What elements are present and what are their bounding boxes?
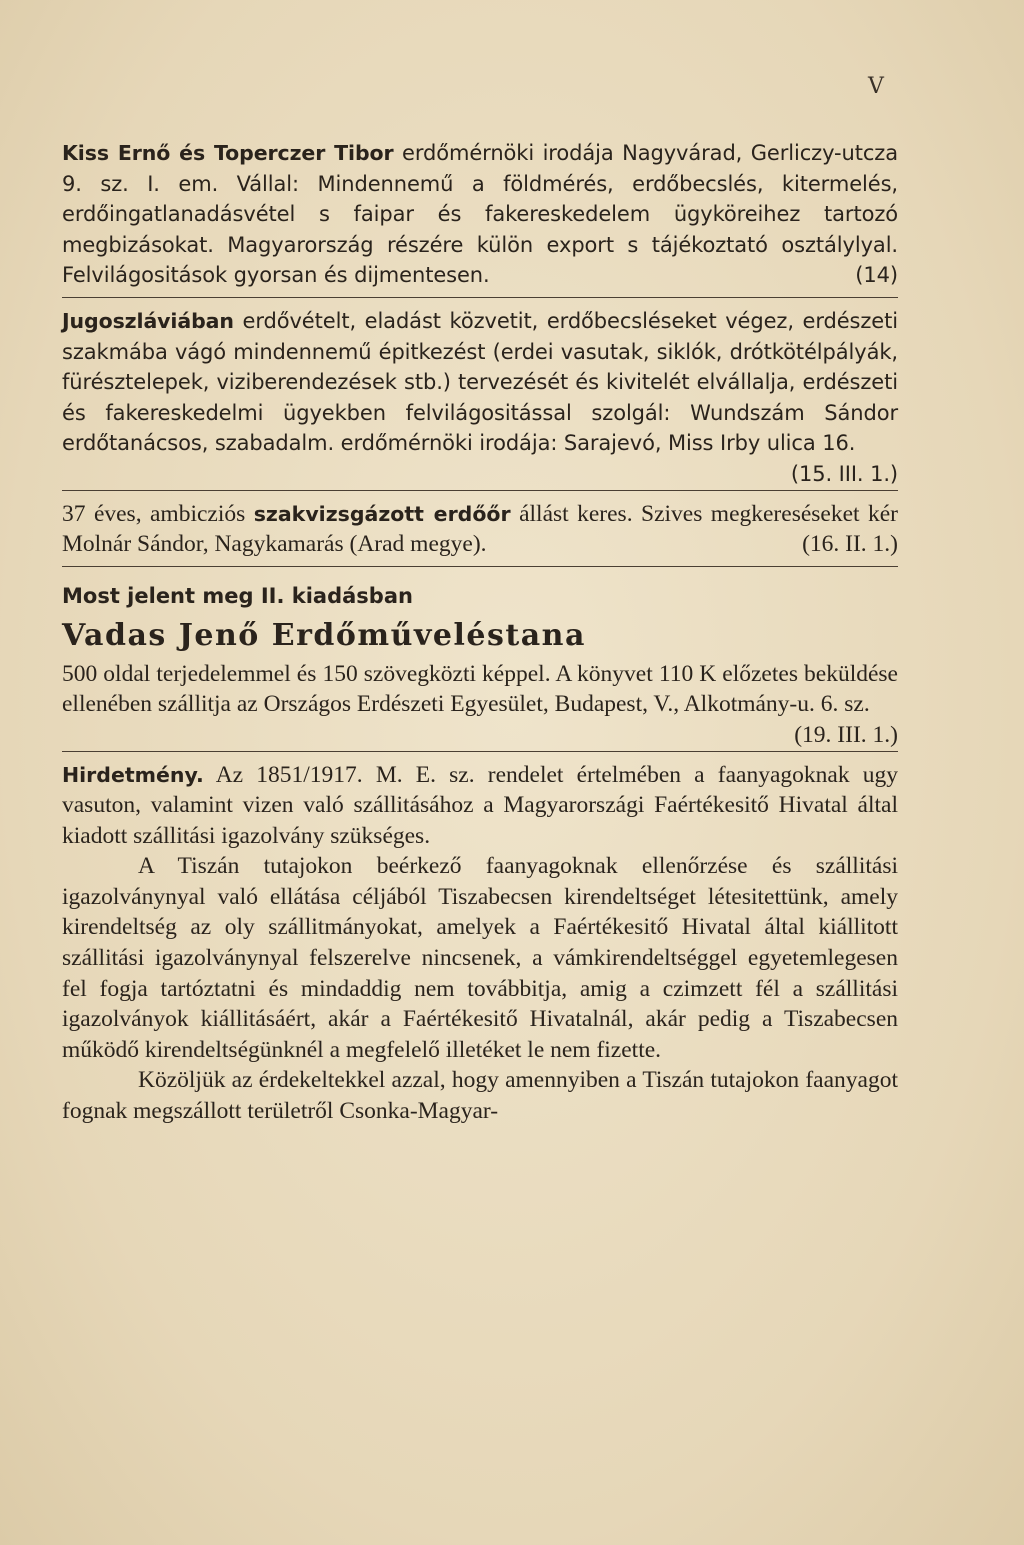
notice-paragraph-2: A Tiszán tutajokon beérkező faanyagoknak ellenőrzése és szállitási igazolványnyal való ellátása céljából Tiszabecsen kirendeltséget létesitettünk, amely kirendeltség az oly szállitmányokat, amelyek a Faértékesitő Hivatal által kiállitott szállitási igazolványnyal felszerelve nincsenek, a vámkirendeltséggel egyetemlegesen fel fogja tartóztatni és mindaddig nem továbbitja, amig a czimzett fél a szállitási igazolványok kiállitásáért, akár a Faértékesitő Hivatalnál, akár pedig a Tiszabecsen működő kirendeltségünknél a megfelelő illetéket le nem fizette. — [62, 853, 898, 1063]
notice-paragraph-1 — [62, 760, 898, 852]
heading-part: kiadásban — [291, 583, 413, 608]
page-content — [62, 138, 898, 1127]
advertisement-kiss-toperczer — [62, 138, 898, 291]
advertisement-jugoszlavia — [62, 306, 899, 486]
advertisement-body: erdőmérnöki irodája Nagyvárad, Gerliczy-utcza 9. sz. I. em. Vállal: Mindennemű a földmérés, erdőbecslés, kitermelés, erdőingatlanadásvétel s faipar és fakereskedelem ügyköreihez tartozó megbizásokat. Magyarország részére külön export s tájékoztató osztálylyal. Felvilágositások gyorsan és dijmentesen. — [62, 141, 898, 288]
advertisement-emphasis: szakvizsgázott erdőőr — [253, 501, 511, 526]
divider — [62, 566, 898, 567]
divider — [62, 490, 898, 491]
heading-part: Most jelent meg — [62, 583, 254, 608]
advertisement-reference: (16. II. 1.) — [802, 531, 898, 558]
book-announcement-body — [62, 659, 898, 748]
advertisement-reference: (19. III. 1.) — [794, 721, 898, 748]
divider — [62, 297, 898, 298]
book-description: 500 oldal terjedelemmel és 150 szövegközti képpel. A könyvet 110 K előzetes beküldése ellenében szállitja az Országos Erdészeti Egyesület, Budapest, V., Alkotmány-u. 6. sz. — [62, 660, 898, 718]
advertisement-erdoor — [62, 499, 898, 560]
heading-edition: II. — [260, 583, 285, 608]
book-announcement-heading — [62, 579, 898, 613]
advertisement-body: erdővételt, eladást közvetit, erdőbecsléseket végez, erdészeti szakmába vágó mindennemű épitkezést (erdei vasutak, siklók, drótkötélpályák, fürésztelepek, viziberendezések stb.) tervezését és kivitelét elvállalja, erdészeti és fakereskedelmi ügyekben felvilágositással szolgál: Wundszám Sándor erdőtanácsos, szabadalm. erdőmérnöki irodája: Sarajevó, Miss Irby ulica 16. — [62, 308, 899, 456]
notice-title: Hirdetmény. — [62, 762, 204, 787]
advertisement-reference: (14) — [855, 263, 898, 288]
advertisement-lead: Kiss Ernő és Toperczer Tibor — [62, 141, 394, 165]
page-number: V — [868, 74, 884, 99]
advertisement-body: állást keres. Szives megkereséseket kér Molnár Sándor, Nagykamarás (Arad megye). — [62, 500, 898, 558]
book-title: Vadas Jenő Erdőműveléstana — [62, 617, 586, 653]
divider — [62, 751, 898, 752]
advertisement-intro: 37 éves, ambicziós — [62, 500, 246, 527]
advertisement-reference: (15. III. 1.) — [790, 461, 898, 486]
notice-text: Az 1851/1917. M. E. sz. rendelet értelmében a faanyagoknak ugy vasuton, valamint vizen való szállitásához a Magyarországi Faértékesitő Hivatal által kiadott szállitási igazolvány szükséges. — [62, 761, 898, 849]
advertisement-lead: Jugoszláviában — [62, 308, 234, 333]
notice-paragraph-3: Közöljük az érdekeltekkel azzal, hogy amennyiben a Tiszán tutajokon faanyagot fognak megszállott területről Csonka-Magyar- — [62, 1067, 898, 1125]
